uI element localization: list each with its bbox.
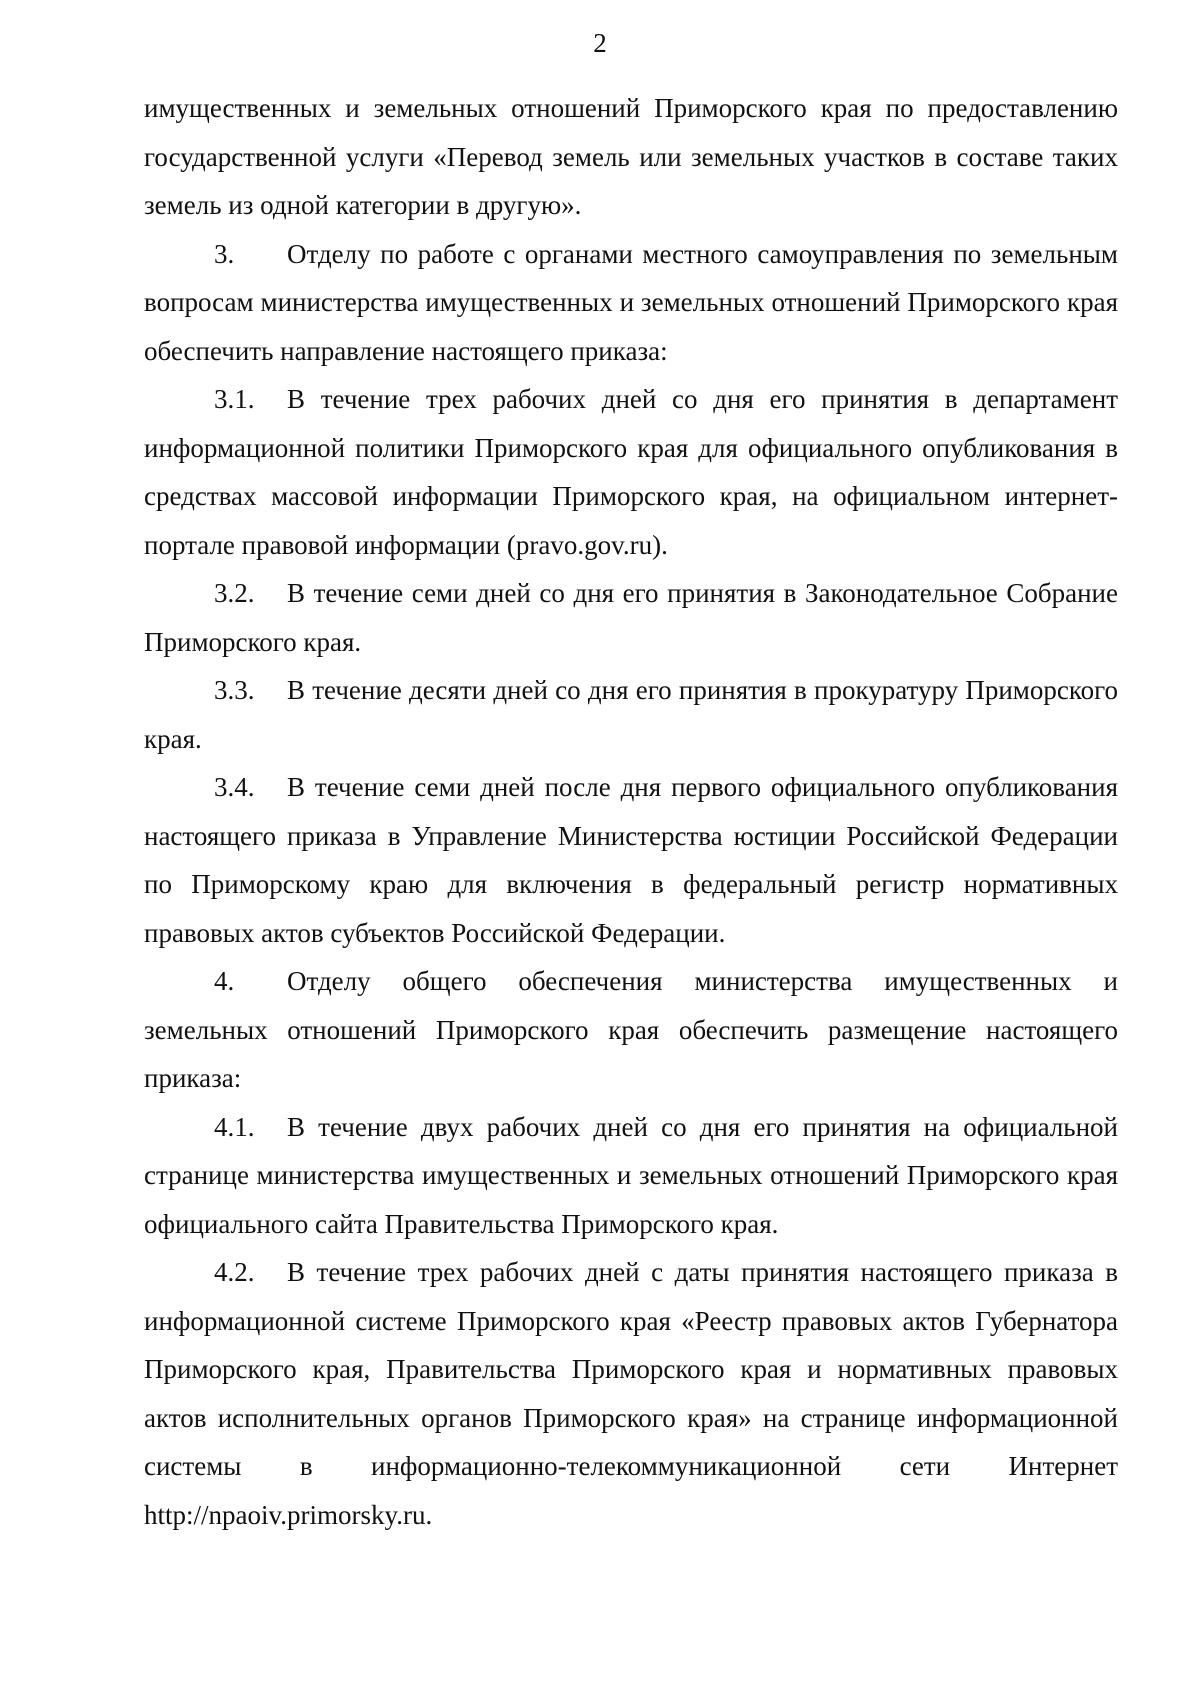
paragraph-text: В течение семи дней после дня первого официального опубликования настоящего приказа в Управление Министерства юстиции Российской Федерации по Приморскому краю для включения в федеральный регистр нормативных правовых актов субъектов Российской Федерации. <box>144 772 1118 948</box>
paragraph-number: 3.4. <box>214 772 255 802</box>
paragraph-number: 3.3. <box>214 675 255 705</box>
paragraph-number: 4.2. <box>214 1257 255 1287</box>
paragraph-4-2 <box>144 1248 1118 1539</box>
paragraph-4 <box>144 957 1118 1103</box>
paragraph-number: 3.2. <box>214 578 255 608</box>
paragraph-3 <box>144 230 1118 376</box>
paragraph-3-2 <box>144 569 1118 666</box>
paragraph-text: Отделу по работе с органами местного самоуправления по земельным вопросам министерства имущественных и земельных отношений Приморского края обеспечить направление настоящего приказа: <box>144 238 1118 366</box>
paragraph-3-1 <box>144 375 1118 569</box>
paragraph-continuation <box>144 84 1118 230</box>
paragraph-text: В течение трех рабочих дней с даты принятия настоящего приказа в информационной системе Приморского края «Реестр правовых актов Губернатора Приморского края, Правительства Приморского края и нормативных правовых актов исполнительных органов Приморского края» на странице информационной системы в информационно-телекоммуникационной сети Интернет http://npaoiv.primorsky.ru. <box>144 1257 1118 1530</box>
paragraph-number: 4. <box>214 966 235 996</box>
paragraph-4-1 <box>144 1103 1118 1249</box>
paragraph-text: В течение трех рабочих дней со дня его принятия в департамент информационной политики Приморского края для официального опубликования в средствах массовой информации Приморского края, на официальном интернет-портале правовой информации (pravo.gov.ru). <box>144 384 1118 560</box>
paragraph-text: В течение двух рабочих дней со дня его принятия на официальной странице министерства имущественных и земельных отношений Приморского края официального сайта Правительства Приморского края. <box>144 1111 1118 1239</box>
paragraph-text: В течение семи дней со дня его принятия в Законодательное Собрание Приморского края. <box>144 578 1118 657</box>
paragraph-number: 3. <box>214 238 235 269</box>
paragraph-text: В течение десяти дней со дня его принятия в прокуратуру Приморского края. <box>144 675 1118 754</box>
paragraph-3-3 <box>144 666 1118 763</box>
paragraph-text: Отделу общего обеспечения министерства имущественных и земельных отношений Приморского края обеспечить размещение настоящего приказа: <box>144 966 1118 1093</box>
paragraph-number: 4.1. <box>214 1111 255 1142</box>
paragraph-text: имущественных и земельных отношений Приморского края по предоставлению государственной услуги «Перевод земель или земельных участков в составе таких земель из одной категории в другую». <box>144 93 1118 220</box>
document-body <box>144 84 1118 1539</box>
paragraph-3-4 <box>144 763 1118 957</box>
paragraph-number: 3.1. <box>214 384 255 414</box>
page-number: 2 <box>593 28 607 58</box>
